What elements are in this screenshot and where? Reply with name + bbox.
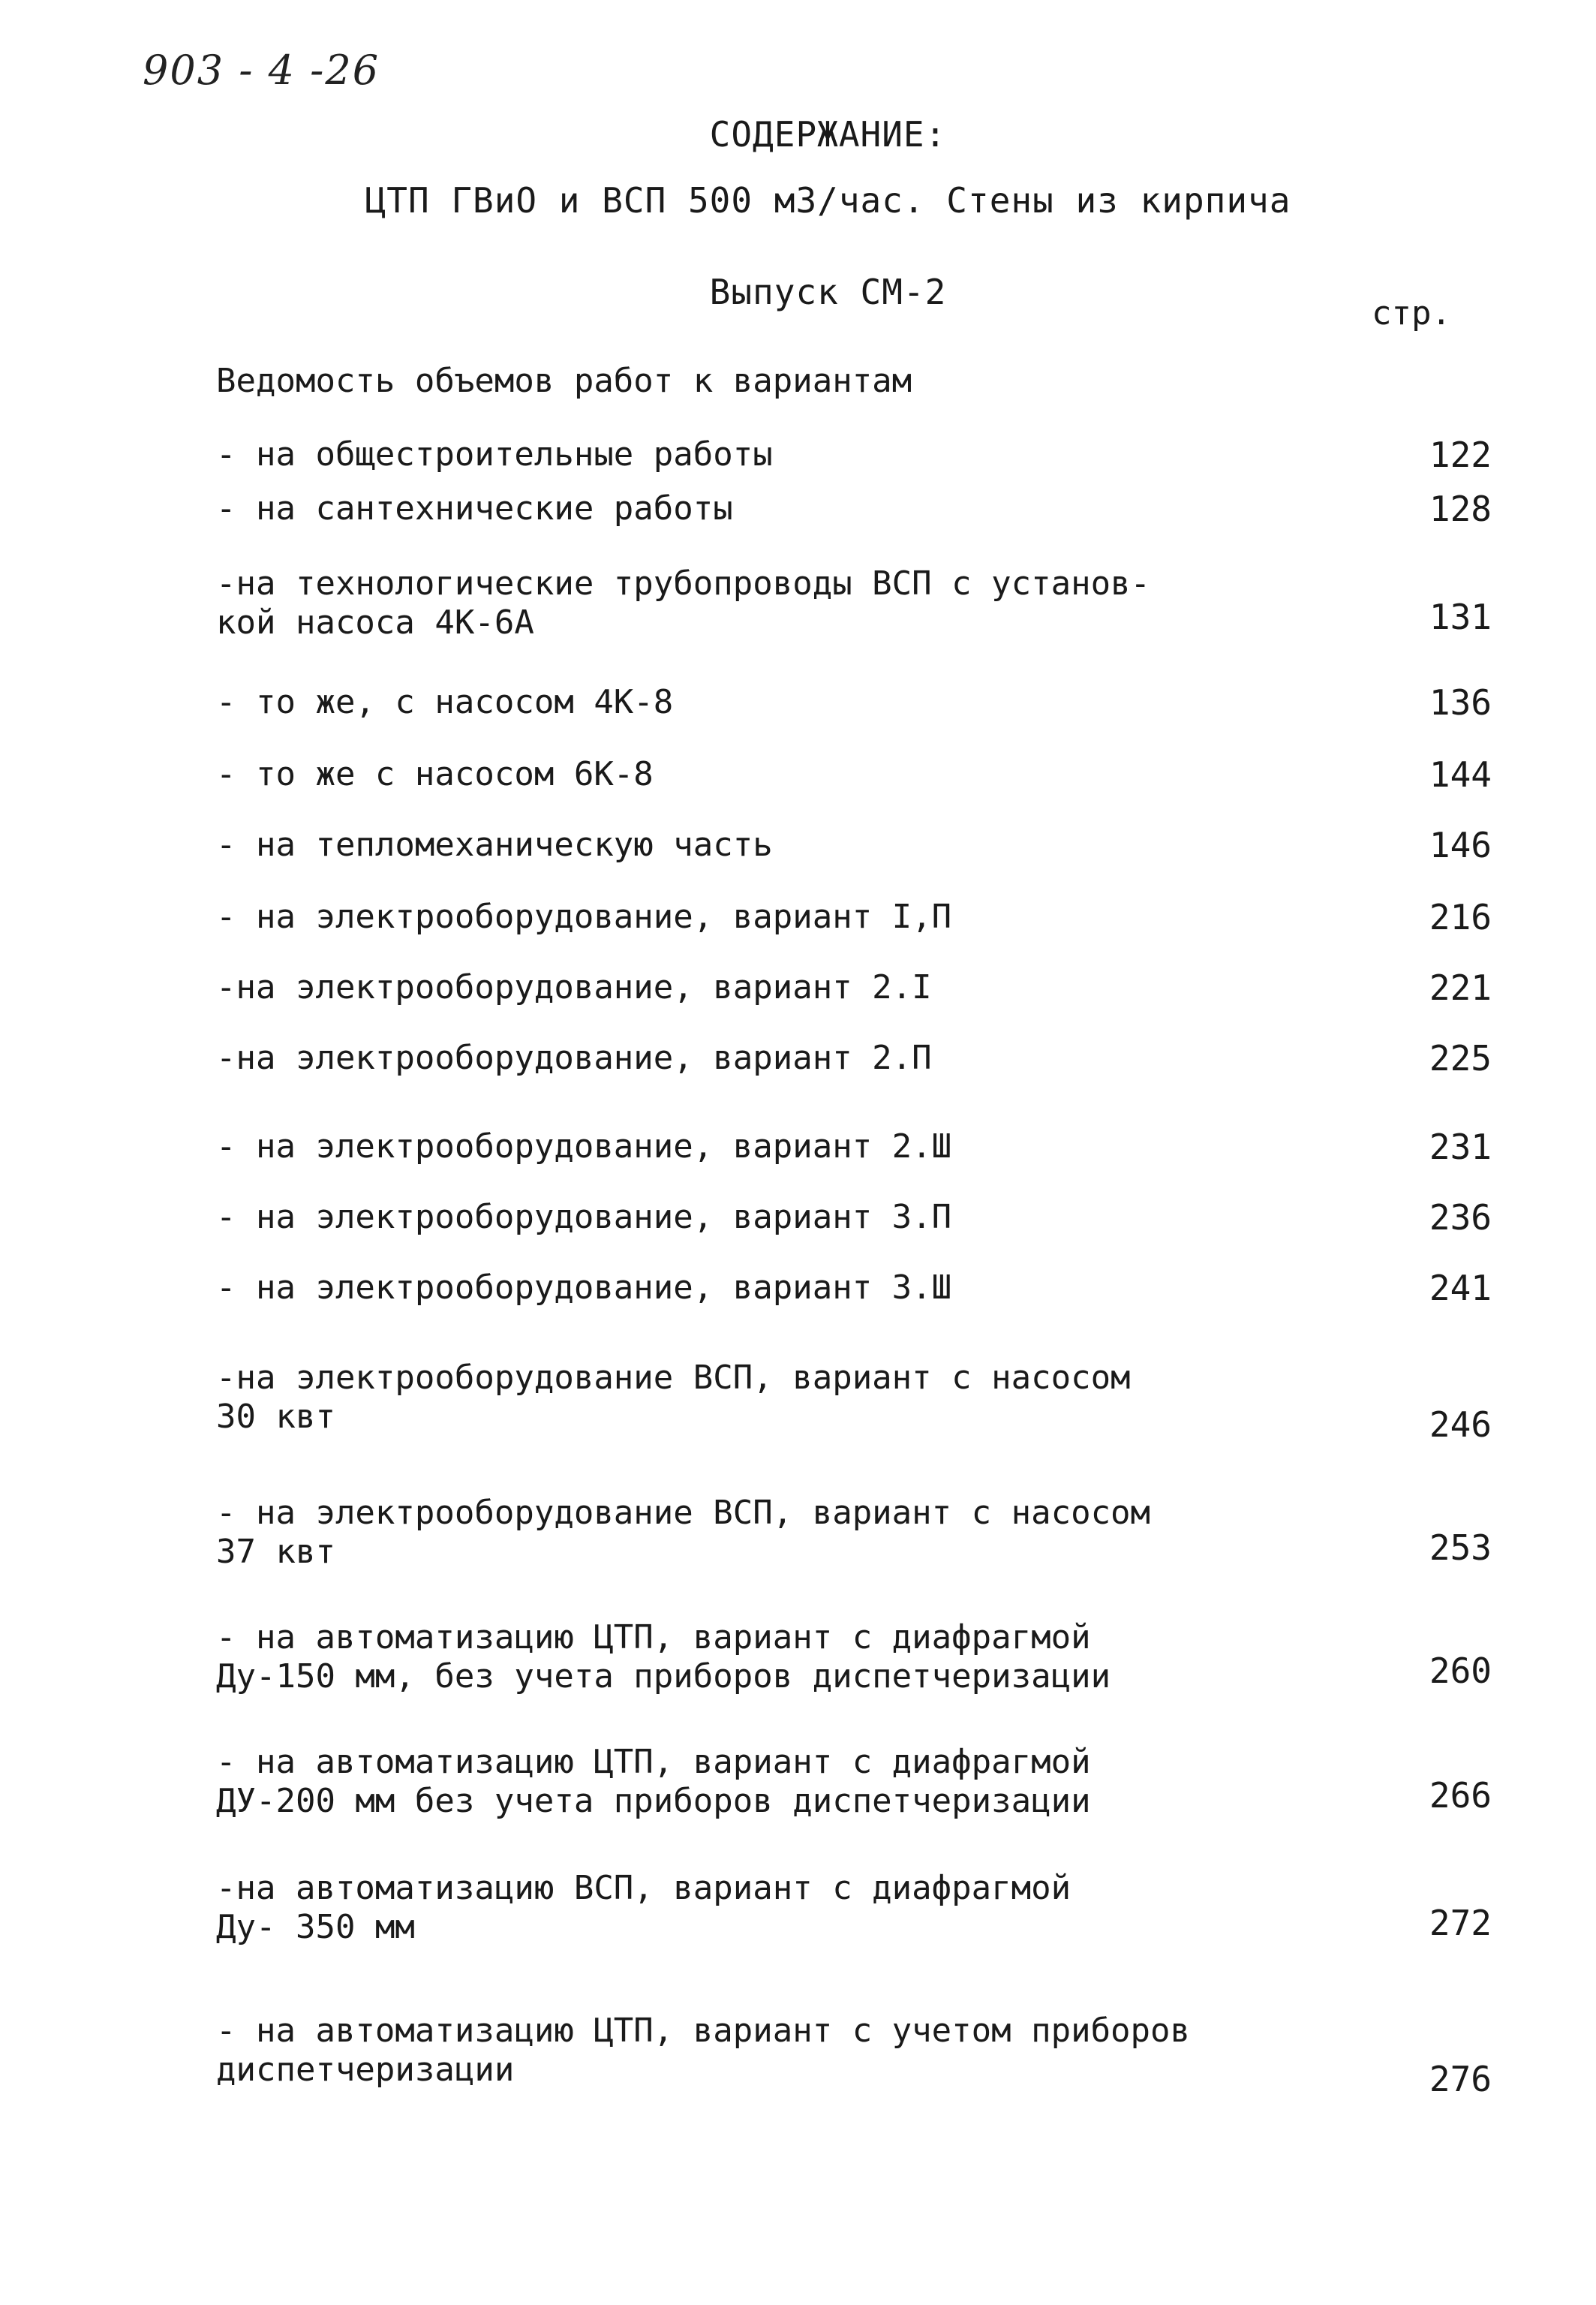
toc-item-page: 253 (1429, 1527, 1492, 1568)
document-subtitle: ЦТП ГВиО и ВСП 500 м3/час. Стены из кирпича (365, 180, 1291, 221)
toc-item-text: -на электрооборудование, вариант 2.I (216, 968, 932, 1007)
document-code: 903 - 4 -26 (143, 47, 380, 94)
toc-item-text: - на электрооборудование, вариант 3.П (216, 1198, 952, 1236)
toc-item-page: 236 (1429, 1197, 1492, 1238)
issue-label: Выпуск СМ-2 (709, 272, 947, 312)
contents-title: СОДЕРЖАНИЕ: (709, 114, 947, 155)
toc-item-page: 136 (1429, 682, 1492, 723)
toc-item-text: - на электрооборудование, вариант I,П (216, 898, 952, 936)
toc-item-text: - на общестроительные работы (216, 435, 773, 474)
section-title: Ведомость объемов работ к вариантам (216, 362, 912, 400)
toc-item-page: 266 (1429, 1775, 1492, 1816)
toc-item-page: 231 (1429, 1127, 1492, 1167)
toc-item-page: 241 (1429, 1268, 1492, 1308)
toc-item-text: -на автоматизацию ВСП, вариант с диафрагмой Ду- 350 мм (216, 1869, 1072, 1946)
toc-item-page: 216 (1429, 897, 1492, 937)
toc-item-page: 122 (1429, 435, 1492, 475)
toc-item-text: - на автоматизацию ЦТП, вариант с диафрагмой ДУ-200 мм без учета приборов диспетчеризации (216, 1743, 1091, 1820)
toc-item-text: -на электрооборудование, вариант 2.П (216, 1039, 932, 1077)
toc-item-text: - на электрооборудование, вариант 2.Ш (216, 1127, 952, 1166)
toc-item-text: - на тепломеханическую часть (216, 826, 773, 864)
toc-item-page: 246 (1429, 1404, 1492, 1445)
toc-item-text: -на электрооборудование ВСП, вариант с насосом 30 квт (216, 1359, 1131, 1436)
toc-item-text: - на электрооборудование ВСП, вариант с насосом 37 квт (216, 1494, 1151, 1571)
toc-item-page: 146 (1429, 825, 1492, 865)
toc-item-text: - на автоматизацию ЦТП, вариант с учетом приборов диспетчеризации (216, 2012, 1191, 2089)
toc-item-page: 128 (1429, 489, 1492, 529)
toc-item-page: 225 (1429, 1038, 1492, 1079)
toc-item-page: 260 (1429, 1651, 1492, 1691)
toc-item-text: -на технологические трубопроводы ВСП с установ- кой насоса 4К-6А (216, 564, 1151, 642)
toc-item-text: - то же с насосом 6К-8 (216, 755, 654, 793)
toc-item-text: - на сантехнические работы (216, 489, 733, 528)
toc-item-page: 272 (1429, 1903, 1492, 1943)
toc-item-text: - то же, с насосом 4К-8 (216, 683, 674, 721)
toc-item-text: - на электрооборудование, вариант 3.Ш (216, 1268, 952, 1307)
toc-item-page: 276 (1429, 2059, 1492, 2099)
toc-item-page: 144 (1429, 754, 1492, 795)
toc-item-text: - на автоматизацию ЦТП, вариант с диафрагмой Ду-150 мм, без учета приборов диспетчеризации (216, 1618, 1111, 1696)
toc-item-page: 221 (1429, 967, 1492, 1008)
toc-item-page: 131 (1429, 597, 1492, 637)
page-column-label: стр. (1372, 294, 1451, 333)
